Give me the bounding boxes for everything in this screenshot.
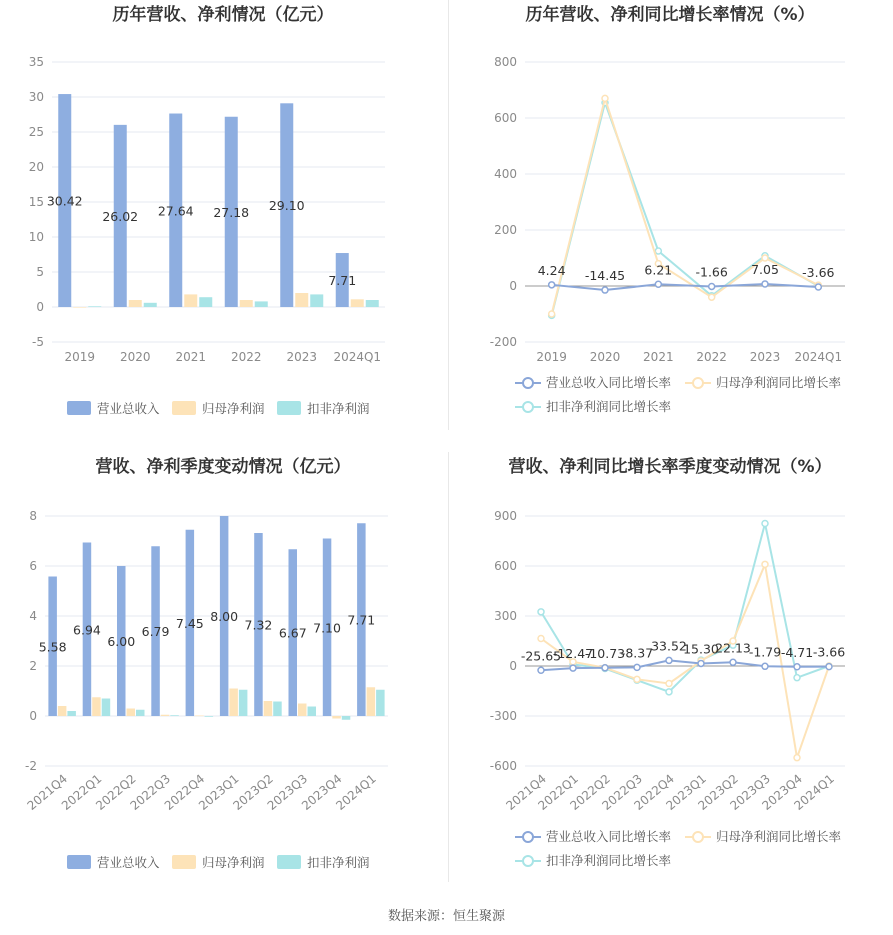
- data-label-revenue-growth: -25.65: [520, 648, 562, 664]
- legend-marker: [523, 856, 533, 866]
- x-tick-label: 2024Q1: [794, 350, 843, 364]
- data-label-revenue-growth: -14.45: [584, 268, 626, 284]
- bar-net-profit: [332, 716, 341, 719]
- point-deducted-profit-growth: [794, 675, 800, 681]
- y-tick-label: 600: [494, 111, 517, 125]
- x-tick-label: 2019: [64, 350, 96, 364]
- bar-deducted-profit: [308, 707, 317, 717]
- data-label-revenue: 5.58: [38, 639, 67, 655]
- bar-deducted-profit: [144, 303, 157, 307]
- point-revenue-growth: [602, 665, 608, 671]
- legend-marker: [523, 378, 533, 388]
- y-tick-label: -300: [489, 709, 517, 723]
- chart-annual-revenue-profit: [0, 0, 446, 450]
- x-tick-label: 2022Q2: [93, 771, 139, 813]
- point-deducted-profit-growth: [762, 521, 768, 527]
- point-revenue-growth: [634, 664, 640, 670]
- x-tick-label: 2022: [230, 350, 262, 364]
- data-label-revenue-growth: -1.66: [695, 264, 728, 280]
- data-label-revenue-growth: 15.30: [683, 641, 719, 657]
- bar-deducted-profit: [310, 294, 323, 307]
- legend-label: 归母净利润同比增长率: [716, 829, 842, 844]
- bar-net-profit: [298, 704, 307, 717]
- bar-net-profit: [351, 299, 364, 307]
- chart-quarterly-revenue-profit: [0, 450, 446, 900]
- data-label-revenue-growth: 7.05: [751, 262, 779, 278]
- x-tick-label: 2020: [589, 350, 621, 364]
- chart-title: 营收、净利同比增长率季度变动情况（%）: [508, 457, 832, 477]
- y-tick-label: 10: [28, 230, 44, 244]
- bar-deducted-profit: [136, 710, 145, 716]
- point-net-profit-growth: [762, 561, 768, 567]
- x-tick-label: 2022Q3: [599, 771, 645, 813]
- y-tick-label: -2: [25, 759, 37, 773]
- point-net-profit-growth: [762, 255, 768, 261]
- y-tick-label: 15: [28, 195, 44, 209]
- legend-label: 营业总收入同比增长率: [546, 829, 672, 844]
- y-tick-label: 400: [494, 167, 517, 181]
- x-tick-label: 2023Q2: [695, 771, 741, 813]
- point-net-profit-growth: [602, 95, 608, 101]
- legend-marker: [523, 832, 533, 842]
- legend-label: 归母净利润: [202, 401, 265, 416]
- legend-label: 营业总收入: [97, 401, 160, 416]
- point-deducted-profit-growth: [655, 248, 661, 254]
- data-label-revenue-growth: -10.73: [584, 645, 626, 661]
- bar-deducted-profit: [255, 301, 268, 307]
- point-revenue-growth: [794, 664, 800, 670]
- chart-title: 营收、净利季度变动情况（亿元）: [95, 457, 351, 477]
- data-label-revenue-growth: 4.24: [537, 262, 566, 278]
- y-tick-label: 2: [29, 659, 37, 673]
- legend-marker: [523, 402, 533, 412]
- legend-marker: [693, 832, 703, 842]
- bar-net-profit: [295, 293, 308, 307]
- data-label-revenue: 7.71: [328, 273, 357, 289]
- y-tick-label: 0: [509, 659, 517, 673]
- data-label-revenue-growth: -4.71: [780, 644, 814, 660]
- x-tick-label: 2023Q1: [663, 771, 709, 813]
- x-tick-label: 2022Q4: [631, 771, 677, 813]
- data-label-revenue: 27.18: [213, 204, 250, 220]
- data-label-revenue: 7.10: [313, 620, 341, 636]
- data-label-revenue-growth: -3.66: [802, 265, 835, 281]
- panel-annual-revenue-profit: [0, 0, 446, 450]
- data-label-revenue: 29.10: [268, 198, 305, 214]
- point-revenue-growth: [762, 281, 768, 287]
- bar-deducted-profit: [239, 690, 248, 716]
- point-net-profit-growth: [549, 311, 555, 317]
- data-label-revenue: 27.64: [157, 203, 194, 219]
- data-label-revenue-growth: -3.66: [812, 644, 846, 660]
- point-net-profit-growth: [538, 636, 544, 642]
- x-tick-label: 2019: [536, 350, 567, 364]
- y-tick-label: 5: [36, 265, 44, 279]
- data-label-revenue: 7.32: [244, 617, 273, 633]
- bar-deducted-profit: [342, 716, 351, 720]
- panel-quarterly-revenue-profit: [0, 450, 446, 900]
- data-label-revenue: 26.02: [102, 208, 139, 224]
- x-tick-label: 2021: [643, 350, 674, 364]
- point-revenue-growth: [666, 657, 672, 663]
- data-label-revenue-growth: 22.13: [715, 640, 751, 656]
- bar-net-profit: [184, 294, 197, 307]
- x-tick-label: 2023Q3: [264, 771, 311, 813]
- y-tick-label: 4: [29, 609, 37, 623]
- legend-swatch: [172, 401, 196, 415]
- y-tick-label: 300: [494, 609, 517, 623]
- bar-deducted-profit: [366, 300, 379, 307]
- x-tick-label: 2021Q4: [24, 771, 71, 813]
- bar-net-profit: [195, 716, 204, 717]
- point-revenue-growth: [730, 659, 736, 665]
- y-tick-label: 35: [28, 55, 44, 69]
- chart-quarterly-growth-rate: [447, 450, 893, 900]
- series-line-revenue-growth: [552, 284, 819, 290]
- point-revenue-growth: [538, 667, 544, 673]
- bar-deducted-profit: [88, 306, 101, 307]
- point-revenue-growth: [815, 284, 821, 290]
- bar-net-profit: [229, 689, 238, 717]
- y-tick-label: 900: [494, 509, 517, 523]
- bar-deducted-profit: [102, 699, 111, 717]
- x-tick-label: 2022Q3: [127, 771, 173, 813]
- y-tick-label: 0: [509, 279, 517, 293]
- y-tick-label: 25: [28, 125, 44, 139]
- y-tick-label: 30: [28, 90, 44, 104]
- x-tick-label: 2022Q1: [58, 771, 105, 813]
- y-tick-label: -5: [32, 335, 44, 349]
- data-label-revenue: 30.42: [46, 193, 83, 209]
- data-label-revenue-growth: -12.47: [552, 646, 594, 662]
- bar-deducted-profit: [376, 690, 385, 716]
- y-tick-label: -600: [489, 759, 517, 773]
- chart-annual-growth-rate: [447, 0, 893, 450]
- x-tick-label: 2023: [749, 350, 781, 364]
- bar-net-profit: [127, 709, 136, 717]
- legend-swatch: [172, 855, 196, 869]
- data-label-revenue: 6.79: [141, 624, 170, 640]
- point-net-profit-growth: [794, 755, 800, 761]
- legend-label: 营业总收入同比增长率: [546, 375, 672, 390]
- bar-net-profit: [92, 697, 101, 716]
- y-tick-label: 8: [29, 509, 37, 523]
- data-label-revenue: 7.71: [347, 612, 376, 628]
- point-deducted-profit-growth: [538, 609, 544, 615]
- bar-deducted-profit: [199, 297, 212, 307]
- x-tick-label: 2023Q1: [196, 771, 242, 813]
- data-label-revenue-growth: 33.52: [651, 638, 687, 654]
- chart-title: 历年营收、净利同比增长率情况（%）: [525, 5, 815, 25]
- series-line-deducted-profit-growth: [552, 103, 819, 316]
- bar-net-profit: [240, 300, 253, 307]
- y-tick-label: 0: [36, 300, 44, 314]
- legend-swatch: [67, 855, 91, 869]
- data-label-revenue: 8.00: [210, 609, 239, 624]
- point-net-profit-growth: [666, 681, 672, 687]
- legend-label: 归母净利润同比增长率: [716, 375, 842, 390]
- bar-net-profit: [264, 701, 273, 716]
- point-net-profit-growth: [709, 294, 715, 300]
- bar-deducted-profit: [67, 711, 76, 716]
- vertical-divider-top: [448, 0, 449, 430]
- data-label-revenue-growth: -8.37: [620, 645, 654, 661]
- y-tick-label: 0: [29, 709, 37, 723]
- legend-marker: [693, 378, 703, 388]
- data-label-revenue: 7.45: [175, 615, 204, 631]
- x-tick-label: 2022: [696, 350, 727, 364]
- point-revenue-growth: [709, 283, 715, 289]
- point-revenue-growth: [602, 287, 608, 293]
- point-revenue-growth: [655, 281, 661, 287]
- chart-title: 历年营收、净利情况（亿元）: [112, 5, 334, 25]
- legend-label: 扣非净利润: [307, 855, 370, 870]
- y-tick-label: -200: [489, 335, 517, 349]
- data-label-revenue: 6.00: [107, 634, 136, 649]
- vertical-divider-bottom: [448, 452, 449, 882]
- x-tick-label: 2024Q1: [333, 350, 382, 364]
- bar-deducted-profit: [205, 716, 214, 717]
- x-tick-label: 2023Q4: [298, 771, 345, 813]
- x-tick-label: 2024Q1: [333, 771, 379, 813]
- legend-swatch: [277, 401, 301, 415]
- point-deducted-profit-growth: [666, 689, 672, 695]
- x-tick-label: 2023: [286, 350, 318, 364]
- data-label-revenue: 6.67: [278, 625, 307, 641]
- point-revenue-growth: [826, 664, 832, 670]
- point-net-profit-growth: [634, 676, 640, 682]
- legend-label: 扣非净利润同比增长率: [546, 853, 672, 868]
- x-tick-label: 2024Q1: [791, 771, 837, 813]
- legend-swatch: [67, 401, 91, 415]
- y-tick-label: 800: [494, 55, 517, 69]
- legend-label: 扣非净利润同比增长率: [546, 399, 672, 414]
- panel-quarterly-growth-rate: [447, 450, 893, 900]
- panel-annual-growth-rate: [447, 0, 893, 450]
- y-tick-label: 20: [28, 160, 44, 174]
- bar-net-profit: [129, 300, 142, 307]
- x-tick-label: 2023Q2: [230, 771, 276, 813]
- bar-net-profit: [73, 307, 86, 308]
- bar-net-profit: [367, 687, 376, 716]
- data-label-revenue-growth: 6.21: [644, 262, 673, 278]
- x-tick-label: 2021: [175, 350, 207, 364]
- data-label-revenue: 6.94: [73, 622, 101, 638]
- legend-label: 营业总收入: [97, 855, 160, 870]
- y-tick-label: 600: [494, 559, 517, 573]
- x-tick-label: 2022Q4: [161, 771, 208, 813]
- x-tick-label: 2022Q1: [535, 771, 581, 813]
- legend-swatch: [277, 855, 301, 869]
- bar-net-profit: [161, 715, 170, 716]
- legend-label: 扣非净利润: [307, 401, 370, 416]
- x-tick-label: 2020: [119, 350, 151, 364]
- x-tick-label: 2023Q3: [727, 771, 773, 813]
- x-tick-label: 2022Q2: [567, 771, 613, 813]
- x-tick-label: 2021Q4: [503, 771, 549, 813]
- data-source-footer: 数据来源：恒生聚源: [387, 909, 505, 924]
- point-revenue-growth: [549, 282, 555, 288]
- point-revenue-growth: [762, 663, 768, 669]
- y-tick-label: 6: [29, 559, 37, 573]
- point-revenue-growth: [570, 665, 576, 671]
- data-label-revenue-growth: -1.79: [748, 644, 782, 660]
- point-revenue-growth: [698, 660, 704, 666]
- bar-net-profit: [58, 706, 67, 716]
- bar-deducted-profit: [273, 702, 282, 717]
- bar-deducted-profit: [170, 715, 179, 716]
- y-tick-label: 200: [494, 223, 517, 237]
- legend-label: 归母净利润: [202, 855, 265, 870]
- x-tick-label: 2023Q4: [759, 771, 805, 813]
